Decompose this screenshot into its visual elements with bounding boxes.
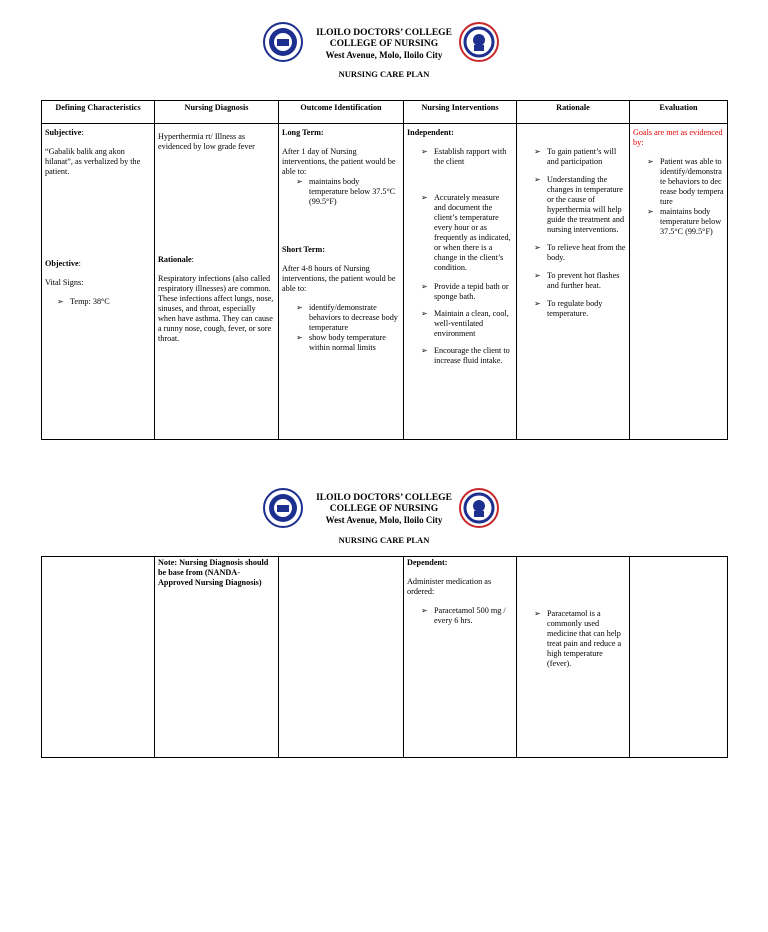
column-header: Nursing Interventions [404,101,517,124]
diagnosis-rationale-text: Respiratory infections (also called respiratory illnesses) are common. These infections affect lungs, nose, sinuses, and throat, especially when have asthma. They can cause a runny nose, cough, fever, or sore throat. [158,274,274,343]
subjective-label: Subjective [45,128,82,137]
column-header: Outcome Identification [279,101,404,124]
evaluation-list [647,157,724,237]
defining-characteristics-cell: Subjective: “Gabalik balik ang akon hilanat”, as verbalized by the patient. Objective: Vital Signs: ➢ Temp: 38°C [42,124,155,440]
college-name: ILOILO DOCTORS’ COLLEGE [316,28,452,38]
list-item: ➢ Provide a tepid bath or sponge bath. [421,282,513,302]
rationale-label: Rationale [158,255,192,264]
goals-met-label: Goals are met as evidenced by: [633,128,723,147]
list-item: ➢ Establish rapport with the client [421,147,513,167]
college-address: West Avenue, Molo, Iloilo City [325,50,443,60]
nursing-care-plan-table-continued [41,556,728,758]
list-item: ➢ Maintain a clean, cool, well-ventilated environment [421,309,513,339]
nursing-interventions-cell [404,124,517,440]
long-term-label: Long Term: [282,128,324,137]
dependent-list [421,606,513,626]
diagnosis-text: Hyperthermia rt/ Illness as evidenced by low grade fever [158,132,255,151]
column-header: Defining Characteristics [42,101,155,124]
column-header: Rationale [517,101,630,124]
college-name: ILOILO DOCTORS’ COLLEGE [316,493,452,503]
long-term-list [296,177,400,207]
plan-title: NURSING CARE PLAN [338,535,430,545]
college-header-text [300,28,468,61]
long-term-text: After 1 day of Nursing interventions, the patient would be able to: [282,147,396,176]
nursing-care-plan-table [41,100,728,440]
column-header: Nursing Diagnosis [155,101,279,124]
plan-title: NURSING CARE PLAN [338,69,430,79]
list-item: ➢ Paracetamol 500 mg / every 6 hrs. [421,606,513,626]
nursing-diagnosis-cell [155,557,279,758]
list-item: ➢ Encourage the client to increase fluid intake. [421,346,513,366]
list-item: ➢ To prevent hot flashes and further heat. [534,271,626,291]
nursing-seal-icon [459,22,499,62]
outcome-identification-cell [279,124,404,440]
short-term-label: Short Term: [282,245,325,254]
short-term-list [296,303,400,353]
department-name: COLLEGE OF NURSING [329,504,439,514]
independent-label: Independent: [407,128,454,137]
nanda-note: Note: Nursing Diagnosis should be base from (NANDA- Approved Nursing Diagnosis) [158,558,269,587]
list-item: ➢ Accurately measure and document the client’s temperature every hour or as frequently as indicated, or when there is a change in the client’s condition. [421,193,513,273]
college-address: West Avenue, Molo, Iloilo City [325,515,443,525]
vital-signs-list [57,297,151,307]
evaluation-cell [630,124,728,440]
nursing-diagnosis-cell: Hyperthermia rt/ Illness as evidenced by low grade fever Rationale: Respiratory infections (also called respiratory illnesses) are common. These infections affect lungs, nose, sinuses, and throat, especially when have asthma. They can cause a runny nose, cough, fever, or sore throat. [155,124,279,440]
column-header: Evaluation [630,101,728,124]
rationale-list [534,609,626,669]
nursing-interventions-cell [404,557,517,758]
list-item: ➢ To gain patient’s will and participation [534,147,626,167]
table-header-row [42,101,728,124]
college-seal-icon [263,488,303,528]
college-header-text [300,493,468,526]
list-item: ➢ Patient was able to identify/demonstrate behaviors to decrease body temperature [647,157,724,207]
interventions-list [421,147,513,366]
table-row [42,124,728,440]
list-item: ➢ show body temperature within normal limits [296,333,400,353]
dependent-label: Dependent: [407,558,448,567]
rationale-cell [517,557,630,758]
rationale-cell [517,124,630,440]
department-name: COLLEGE OF NURSING [329,39,439,49]
list-item: ➢ maintains body temperature below 37.5°C (99.5°F) [296,177,400,207]
evaluation-cell [630,557,728,758]
rationale-list [534,147,626,319]
college-seal-icon [263,22,303,62]
vital-signs-label: Vital Signs: [45,278,84,287]
short-term-text: After 4-8 hours of Nursing interventions, the patient would be able to: [282,264,396,293]
list-item: ➢ Paracetamol is a commonly used medicine that can help treat pain and reduce a high temperature (fever). [534,609,626,669]
objective-label: Objective [45,259,79,268]
list-item: ➢ To relieve heat from the body. [534,243,626,263]
defining-characteristics-cell [42,557,155,758]
temp-reading: ➢ Temp: 38°C [57,297,151,307]
page-header-1 [0,22,768,102]
outcome-identification-cell [279,557,404,758]
subjective-text: “Gabalik balik ang akon hilanat”, as verbalized by the patient. [45,147,141,176]
dependent-text: Administer medication as ordered: [407,577,492,596]
list-item: ➢ To regulate body temperature. [534,299,626,319]
nursing-seal-icon [459,488,499,528]
list-item: ➢ maintains body temperature below 37.5°C (99.5°F) [647,207,724,237]
list-item: ➢ identify/demonstrate behaviors to decrease body temperature [296,303,400,333]
table-row [42,557,728,758]
list-item: ➢ Understanding the changes in temperature or the cause of hyperthermia will help guide the treatment and nursing interventions. [534,175,626,235]
